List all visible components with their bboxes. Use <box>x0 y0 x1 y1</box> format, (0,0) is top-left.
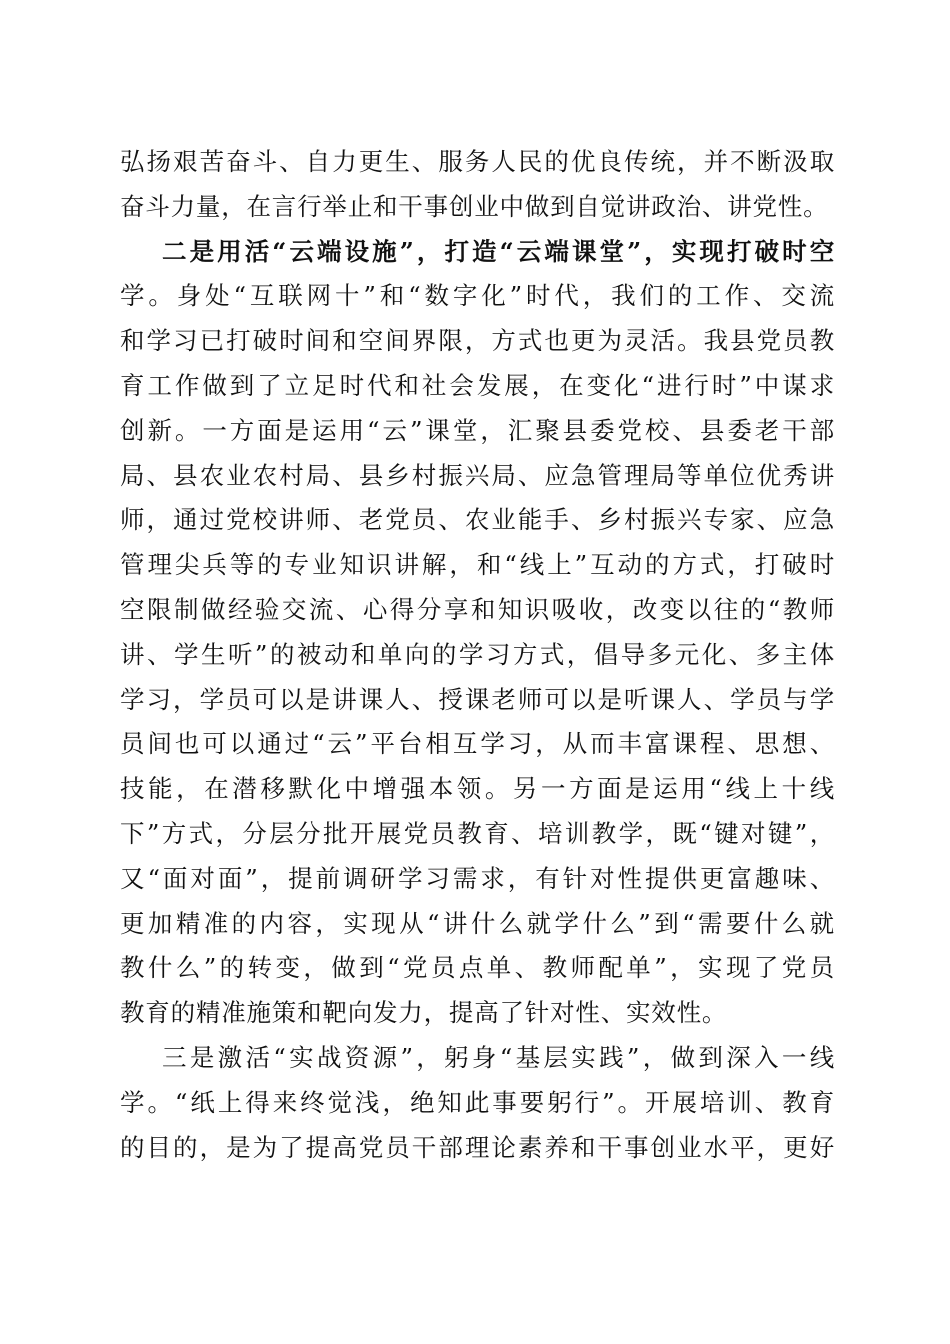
paragraph-line: 空限制做经验交流、心得分享和知识吸收，改变以往的“教师 <box>120 594 835 624</box>
paragraph-line: 管理尖兵等的专业知识讲解，和“线上”互动的方式，打破时 <box>120 550 835 580</box>
section-heading-line: 三是激活“实战资源”，躬身“基层实践”，做到深入一线 <box>162 1042 835 1072</box>
paragraph-line: 又“面对面”，提前调研学习需求，有针对性提供更富趣味、 <box>120 863 835 893</box>
paragraph-line: 育工作做到了立足时代和社会发展，在变化“进行时”中谋求 <box>120 370 835 400</box>
paragraph-line: 下”方式，分层分批开展党员教育、培训教学，既“键对键”， <box>120 818 835 848</box>
paragraph-line: 学习，学员可以是讲课人、授课老师可以是听课人、学员与学 <box>120 684 835 714</box>
paragraph-line: 的目的，是为了提高党员干部理论素养和干事创业水平，更好 <box>120 1132 835 1162</box>
paragraph-line: 教育的精准施策和靶向发力，提高了针对性、实效性。 <box>120 998 728 1028</box>
body-text <box>120 140 835 1170</box>
paragraph-line: 奋斗力量，在言行举止和干事创业中做到自觉讲政治、讲党性。 <box>120 191 829 221</box>
section-heading-line: 二是用活“云端设施”，打造“云端课堂”，实现打破时空 <box>162 236 835 266</box>
paragraph-line: 创新。一方面是运用“云”课堂，汇聚县委党校、县委老干部 <box>120 415 835 445</box>
paragraph-line: 学。身处“互联网十”和“数字化”时代，我们的工作、交流 <box>120 281 835 311</box>
paragraph-line: 弘扬艰苦奋斗、自力更生、服务人民的优良传统，并不断汲取 <box>120 147 835 176</box>
paragraph-line: 和学习已打破时间和空间界限，方式也更为灵活。我县党员教 <box>120 326 835 356</box>
paragraph-line: 师，通过党校讲师、老党员、农业能手、乡村振兴专家、应急 <box>120 505 835 535</box>
paragraph-line: 员间也可以通过“云”平台相互学习，从而丰富课程、思想、 <box>120 729 835 759</box>
paragraph-line: 教什么”的转变，做到“党员点单、教师配单”，实现了党员 <box>120 953 835 983</box>
paragraph-line: 更加精准的内容，实现从“讲什么就学什么”到“需要什么就 <box>120 908 835 938</box>
paragraph-line: 讲、学生听”的被动和单向的学习方式，倡导多元化、多主体 <box>120 639 835 669</box>
paragraph-line: 局、县农业农村局、县乡村振兴局、应急管理局等单位优秀讲 <box>120 460 835 490</box>
paragraph-line: 技能，在潜移默化中增强本领。另一方面是运用“线上十线 <box>120 774 835 804</box>
paragraph-line: 学。“纸上得来终觉浅，绝知此事要躬行”。开展培训、教育 <box>120 1087 835 1117</box>
